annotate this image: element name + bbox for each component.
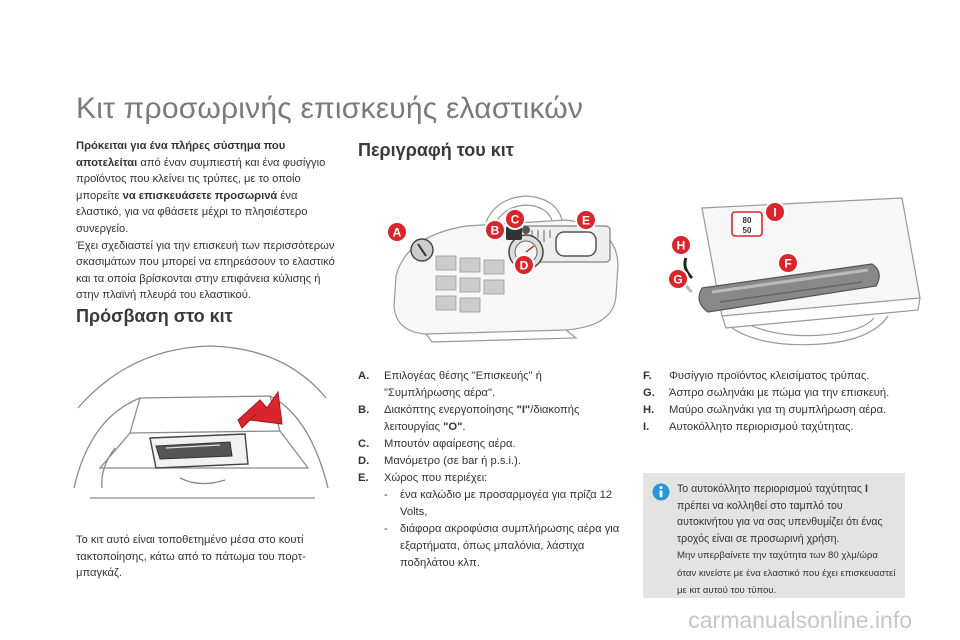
- note-bold: I: [864, 483, 868, 495]
- svg-text:C: C: [510, 212, 520, 227]
- svg-text:F: F: [784, 256, 792, 271]
- access-caption: Το κιτ αυτό είναι τοποθετημένο μέσα στο κουτί τακτοποίησης, κάτω από το πάτωμα του πορτ-μπαγκάζ.: [76, 534, 306, 579]
- info-icon: [652, 483, 670, 501]
- components-list-left: [358, 368, 620, 572]
- deflate-button: [522, 226, 530, 234]
- kit-open-illustration: [662, 188, 932, 350]
- callout-g: [668, 269, 688, 289]
- item-text: Άσπρο σωληνάκι με πώμα για την επισκευή.: [669, 387, 890, 399]
- kit-in-trunk: [150, 434, 248, 468]
- info-note: [643, 473, 905, 598]
- list-item-b: [358, 402, 620, 436]
- callout-f: [778, 253, 798, 273]
- svg-text:B: B: [490, 223, 500, 238]
- item-key: H.: [643, 404, 655, 416]
- page-title: Κιτ προσωρινής επισκευής ελαστικών: [76, 92, 584, 125]
- sub-dash: -: [384, 523, 388, 535]
- list-item-i: [643, 419, 913, 436]
- note-text-2: πρέπει να κολληθεί στο ταμπλό του αυτοκινήτου για να σας υπενθυμίζει ότι ένας τροχός είναι σε προσωρινή χρήση.: [677, 499, 883, 545]
- item-text: Επιλογέας θέσης "Επισκευής" ή "Συμπλήρωσης αέρα".: [384, 370, 542, 399]
- intro-paragraph: [76, 138, 346, 304]
- list-item-h: [643, 402, 913, 419]
- item-key: G.: [643, 387, 655, 399]
- callout-h: [671, 235, 691, 255]
- item-text: Μπουτόν αφαίρεσης αέρα.: [384, 438, 516, 450]
- list-item-g: [643, 385, 913, 402]
- svg-text:50: 50: [742, 226, 752, 235]
- trunk-illustration: [70, 338, 332, 514]
- callout-a: [387, 222, 407, 242]
- callout-i: [765, 202, 785, 222]
- components-list-right: [643, 368, 913, 436]
- note-text-3: Μην υπερβαίνετε την ταχύτητα των 80 χλμ/ώρα όταν κινείστε με ένα ελαστικό που έχει επισκευαστεί με κιτ αυτού του τύπου.: [677, 550, 896, 596]
- access-heading: Πρόσβαση στο κιτ: [76, 306, 233, 326]
- svg-text:E: E: [581, 213, 591, 228]
- svg-text:I: I: [773, 205, 777, 220]
- svg-text:D: D: [519, 258, 529, 273]
- svg-text:80: 80: [742, 216, 752, 225]
- callout-d: [514, 255, 534, 275]
- list-item-e: [358, 470, 620, 487]
- watermark: carmanualsonline.info: [688, 607, 912, 633]
- item-key: A.: [358, 370, 370, 382]
- item-key: B.: [358, 404, 370, 416]
- svg-text:H: H: [676, 238, 686, 253]
- info-note-text: [677, 481, 899, 600]
- sub-text: διάφορα ακροφύσια συμπλήρωσης αέρα για εξαρτήματα, όπως μπαλόνια, λάστιχα ποδηλάτου κλπ.: [400, 523, 620, 569]
- sub-text: ένα καλώδιο με προσαρμογέα για πρίζα 12 Volts,: [400, 489, 613, 518]
- intro-text-3: Έχει σχεδιαστεί για την επισκευή των περισσότερων σκασιμάτων που μπορεί να επηρεάσουν το ελαστικό και τα οποία βρίσκονται στην επιφάνεια κύλισης ή στην πλαϊνή πλευρά του ελαστικού.: [76, 239, 335, 302]
- intro-bold-lead: Πρόκειται για ένα πλήρες σύστημα που αποτελείται: [76, 140, 286, 169]
- item-text: Αυτοκόλλητο περιορισμού ταχύτητας.: [669, 421, 854, 433]
- callout-e: [576, 210, 596, 230]
- item-text: Διακόπτης ενεργοποίησης "I"/διακοπής λειτουργίας "O".: [384, 404, 580, 433]
- intro-text-2: ένα ελαστικό, για να φθάσετε μέχρι το πλησιέστερο συνεργείο.: [76, 189, 308, 235]
- sub-dash: -: [384, 489, 388, 501]
- pointer-arrow: [238, 392, 282, 428]
- list-item-a: [358, 368, 620, 402]
- item-text: Χώρος που περιέχει:: [384, 472, 488, 484]
- list-item-d: [358, 453, 620, 470]
- speed-sticker: [732, 212, 762, 236]
- item-key: F.: [643, 370, 652, 382]
- item-text: Φυσίγγιο προϊόντος κλεισίματος τρύπας.: [669, 370, 870, 382]
- callout-b: [485, 220, 505, 240]
- intro-bold-mid: να επισκευάσετε προσωρινά: [122, 189, 278, 202]
- description-heading: Περιγραφή του κιτ: [358, 140, 514, 160]
- callout-c: [505, 209, 525, 229]
- kit-illustration: [366, 186, 632, 348]
- svg-text:G: G: [673, 272, 683, 287]
- item-text: Μαύρο σωληνάκι για τη συμπλήρωση αέρα.: [669, 404, 887, 416]
- item-key: C.: [358, 438, 370, 450]
- list-item-f: [643, 368, 913, 385]
- item-key: D.: [358, 455, 370, 467]
- item-key: E.: [358, 472, 369, 484]
- sub-item-cable: [358, 487, 620, 521]
- note-text-1: Το αυτοκόλλητο περιορισμού ταχύτητας: [677, 483, 865, 495]
- item-text: Μανόμετρο (σε bar ή p.s.i.).: [384, 455, 521, 467]
- item-key: I.: [643, 421, 650, 433]
- svg-text:A: A: [392, 225, 402, 240]
- list-item-c: [358, 436, 620, 453]
- intro-text-1: από έναν συμπιεστή και ένα φυσίγγιο προϊόντος που κλείνει τις τρύπες, με το οποίο μπορείτε: [76, 156, 326, 202]
- sub-item-nozzles: [358, 521, 620, 572]
